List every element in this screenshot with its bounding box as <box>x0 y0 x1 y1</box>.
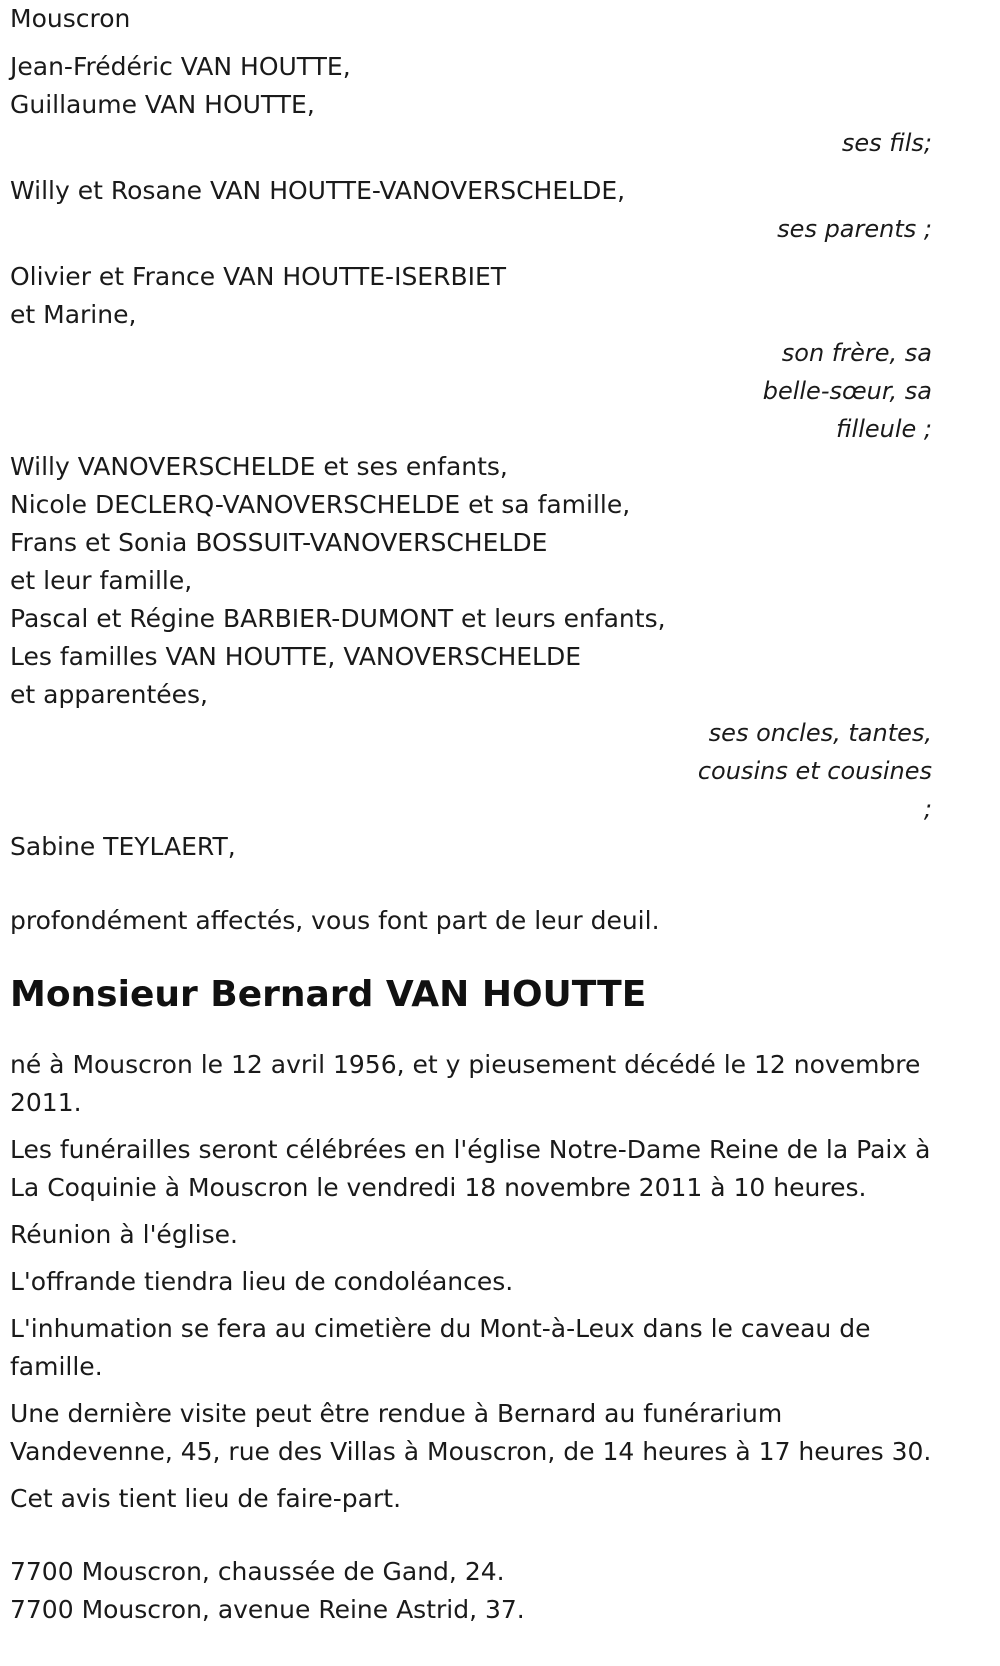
relation-label: ses oncles, tantes, <box>708 719 932 747</box>
family-name-line: Willy et Rosane VAN HOUTTE-VANOVERSCHELDE, <box>10 176 626 205</box>
family-name-line: Willy VANOVERSCHELDE et ses enfants, <box>10 452 508 481</box>
family-group-sons <box>10 48 932 162</box>
address-line: 7700 Mouscron, avenue Reine Astrid, 37. <box>10 1595 525 1624</box>
detail-notice: Cet avis tient lieu de faire-part. <box>10 1484 402 1513</box>
family-name-line: et apparentées, <box>10 680 208 709</box>
family-name-line: Nicole DECLERQ-VANOVERSCHELDE et sa famille, <box>10 490 631 519</box>
family-name-line: Frans et Sonia BOSSUIT-VANOVERSCHELDE <box>10 528 548 557</box>
detail-funeral: Les funérailles seront célébrées en l'église Notre-Dame Reine de la Paix à La Coquinie à Mouscron le vendredi 18 novembre 2011 à 10 heures. <box>10 1135 931 1202</box>
detail-burial: L'inhumation se fera au cimetière du Mont-à-Leux dans le caveau de famille. <box>10 1314 871 1381</box>
detail-gathering: Réunion à l'église. <box>10 1220 238 1249</box>
family-name-line: et leur famille, <box>10 566 193 595</box>
detail-birth-death: né à Mouscron le 12 avril 1956, et y pieusement décédé le 12 novembre 2011. <box>10 1050 921 1117</box>
obituary-notice <box>10 0 932 1629</box>
detail-visit: Une dernière visite peut être rendue à Bernard au funérarium Vandevenne, 45, rue des Villas à Mouscron, de 14 heures à 17 heures 30. <box>10 1399 932 1466</box>
addresses <box>10 1553 932 1629</box>
city-header: Mouscron <box>10 4 131 33</box>
family-group-parents <box>10 172 932 248</box>
family-name-line: Jean-Frédéric VAN HOUTTE, <box>10 52 351 81</box>
detail-offering: L'offrande tiendra lieu de condoléances. <box>10 1267 514 1296</box>
family-name-line: Les familles VAN HOUTTE, VANOVERSCHELDE <box>10 642 582 671</box>
funeral-details <box>10 1046 932 1518</box>
family-name-line: Pascal et Régine BARBIER-DUMONT et leurs enfants, <box>10 604 666 633</box>
relation-label: cousins et cousines <box>697 757 932 785</box>
relation-label: belle-sœur, sa <box>762 377 932 405</box>
deceased-name-title: Monsieur Bernard VAN HOUTTE <box>10 974 647 1015</box>
family-group-brother <box>10 258 932 448</box>
relation-label: son frère, sa <box>781 339 932 367</box>
relation-label: filleule ; <box>836 415 932 443</box>
family-name-line: Guillaume VAN HOUTTE, <box>10 90 315 119</box>
family-group-extended <box>10 448 932 828</box>
companion-name: Sabine TEYLAERT, <box>10 832 236 861</box>
relation-label: ses parents ; <box>777 215 932 243</box>
address-line: 7700 Mouscron, chaussée de Gand, 24. <box>10 1557 505 1586</box>
relation-label: ; <box>923 795 932 823</box>
family-name-line: et Marine, <box>10 300 137 329</box>
announcement-text: profondément affectés, vous font part de leur deuil. <box>10 906 660 935</box>
family-name-line: Olivier et France VAN HOUTTE-ISERBIET <box>10 262 507 291</box>
relation-label: ses fils; <box>841 129 932 157</box>
